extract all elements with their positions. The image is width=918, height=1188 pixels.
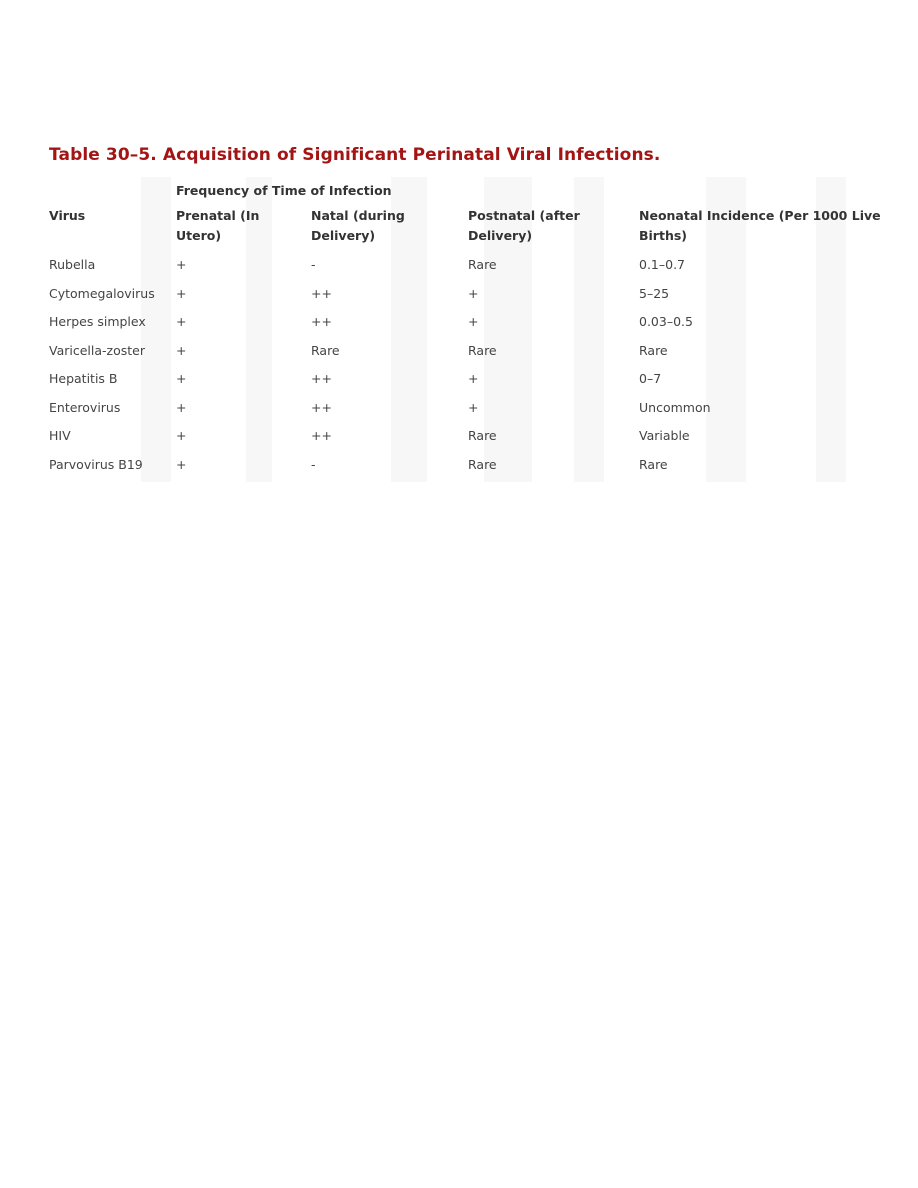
column-header-neonatal-incidence: Neonatal Incidence (Per 1000 Live Births) xyxy=(639,208,881,243)
cell-virus: Hepatitis B xyxy=(49,371,118,386)
cell-incidence: Variable xyxy=(639,428,690,443)
cell-virus: Rubella xyxy=(49,257,96,272)
cell-postnatal: + xyxy=(468,371,479,386)
cell-incidence: 0.1–0.7 xyxy=(639,257,686,272)
table-row xyxy=(46,454,886,483)
cell-virus: Herpes simplex xyxy=(49,314,146,329)
table-row xyxy=(46,311,886,340)
cell-prenatal: + xyxy=(176,371,187,386)
cell-incidence: Rare xyxy=(639,342,668,358)
cell-incidence: Uncommon xyxy=(639,399,711,415)
cell-postnatal: + xyxy=(468,399,479,415)
cell-virus: Cytomegalovirus xyxy=(49,285,155,301)
cell-natal: Rare xyxy=(311,342,340,358)
table-title: Table 30–5. Acquisition of Significant Perinatal Viral Infections. xyxy=(49,145,661,165)
group-header: Frequency of Time of Infection xyxy=(176,183,392,198)
table-row xyxy=(46,283,886,312)
cell-prenatal: + xyxy=(176,399,187,415)
cell-postnatal: Rare xyxy=(468,342,497,358)
cell-natal: - xyxy=(311,257,316,272)
table-row xyxy=(46,340,886,369)
cell-incidence: Rare xyxy=(639,456,668,472)
column-header-virus: Virus xyxy=(49,208,86,223)
cell-postnatal: + xyxy=(468,314,479,329)
cell-postnatal: Rare xyxy=(468,428,497,443)
cell-natal: ++ xyxy=(311,399,332,415)
cell-virus: HIV xyxy=(49,428,71,443)
table-row xyxy=(46,425,886,454)
table-row xyxy=(46,368,886,397)
cell-prenatal: + xyxy=(176,342,187,358)
cell-incidence: 5–25 xyxy=(639,285,670,301)
cell-virus: Enterovirus xyxy=(49,399,121,415)
cell-virus: Parvovirus B19 xyxy=(49,456,143,472)
column-header-postnatal: Postnatal (after Delivery) xyxy=(468,208,580,243)
cell-natal: ++ xyxy=(311,314,332,329)
group-header-spacer xyxy=(46,177,173,204)
column-header-row xyxy=(46,204,886,254)
cell-natal: ++ xyxy=(311,285,332,301)
cell-natal: ++ xyxy=(311,371,332,386)
infections-table xyxy=(46,177,886,482)
table-row xyxy=(46,397,886,426)
cell-virus: Varicella-zoster xyxy=(49,342,145,358)
cell-postnatal: + xyxy=(468,285,479,301)
cell-natal: - xyxy=(311,456,316,472)
cell-prenatal: + xyxy=(176,428,187,443)
table-row xyxy=(46,254,886,283)
cell-incidence: 0–7 xyxy=(639,371,662,386)
cell-postnatal: Rare xyxy=(468,257,497,272)
group-header-row xyxy=(46,177,886,204)
cell-postnatal: Rare xyxy=(468,456,497,472)
cell-incidence: 0.03–0.5 xyxy=(639,314,693,329)
cell-prenatal: + xyxy=(176,314,187,329)
cell-natal: ++ xyxy=(311,428,332,443)
cell-prenatal: + xyxy=(176,456,187,472)
cell-prenatal: + xyxy=(176,285,187,301)
column-header-natal: Natal (during Delivery) xyxy=(311,208,405,243)
cell-prenatal: + xyxy=(176,257,187,272)
column-header-prenatal: Prenatal (In Utero) xyxy=(176,208,260,243)
table-container xyxy=(46,177,886,482)
